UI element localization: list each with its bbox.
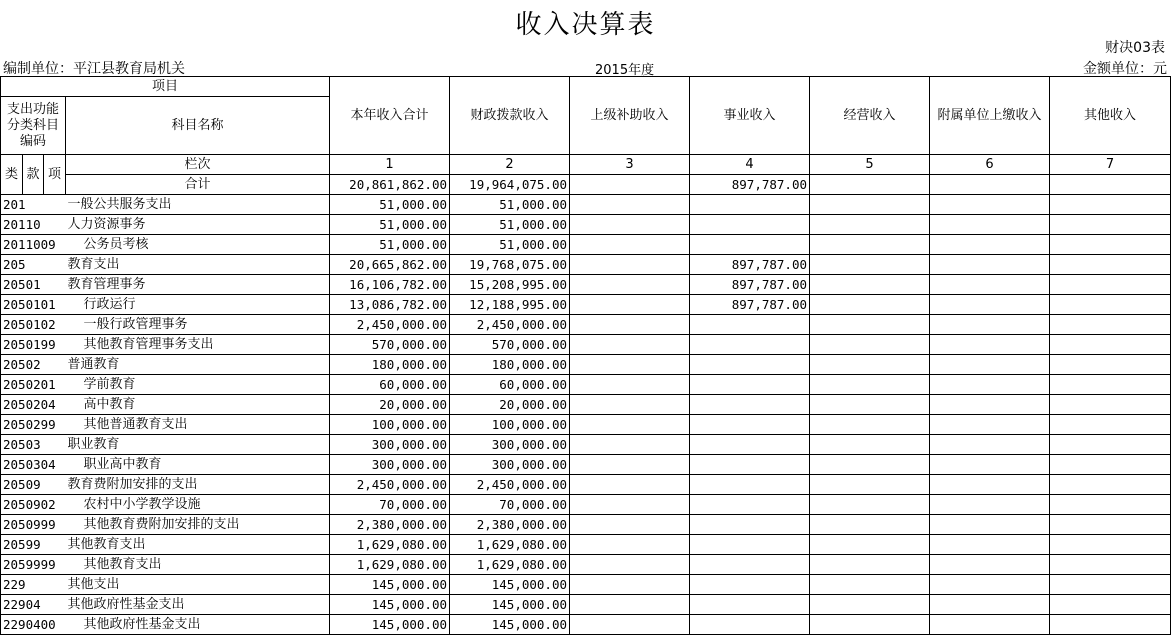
amount-cell: 145,000.00 (330, 615, 450, 635)
total-value (810, 175, 930, 195)
header-col-1: 本年收入合计 (330, 77, 450, 155)
amount-cell (1050, 435, 1171, 455)
table-row (1, 495, 1171, 515)
amount-cell: 2,450,000.00 (450, 315, 570, 335)
amount-cell (1050, 195, 1171, 215)
amount-cell (930, 575, 1050, 595)
amount-cell (570, 355, 690, 375)
table-row (1, 335, 1171, 355)
amount-cell (930, 375, 1050, 395)
amount-cell: 145,000.00 (450, 575, 570, 595)
amount-cell (1050, 335, 1171, 355)
amount-cell (930, 335, 1050, 355)
table-row (1, 355, 1171, 375)
header-col-5: 经营收入 (810, 77, 930, 155)
subject-name: 学前教育 (66, 375, 330, 395)
amount-cell: 100,000.00 (330, 415, 450, 435)
amount-cell (930, 495, 1050, 515)
amount-cell (570, 375, 690, 395)
amount-cell (930, 315, 1050, 335)
amount-cell: 51,000.00 (450, 235, 570, 255)
compiling-unit: 编制单位：平江县教育局机关 (3, 61, 185, 77)
total-value: 897,787.00 (690, 175, 810, 195)
amount-cell (570, 435, 690, 455)
amount-cell: 19,768,075.00 (450, 255, 570, 275)
amount-cell (930, 195, 1050, 215)
amount-cell (930, 235, 1050, 255)
amount-cell (570, 335, 690, 355)
amount-cell (1050, 355, 1171, 375)
report-title: 收入决算表 (515, 10, 656, 40)
subject-name: 一般公共服务支出 (66, 195, 330, 215)
total-value: 20,861,862.00 (330, 175, 450, 195)
amount-cell (570, 315, 690, 335)
amount-cell (690, 455, 810, 475)
amount-cell (1050, 275, 1171, 295)
amount-cell: 300,000.00 (330, 435, 450, 455)
amount-cell (810, 315, 930, 335)
amount-cell (570, 595, 690, 615)
subject-name: 公务员考核 (66, 235, 330, 255)
table-row (1, 395, 1171, 415)
subject-code: 20501 (1, 275, 66, 295)
amount-cell: 570,000.00 (450, 335, 570, 355)
amount-cell: 897,787.00 (690, 275, 810, 295)
amount-cell (930, 435, 1050, 455)
subject-name: 教育费附加安排的支出 (66, 475, 330, 495)
amount-cell (1050, 495, 1171, 515)
amount-cell (570, 235, 690, 255)
amount-cell (1050, 375, 1171, 395)
amount-cell: 897,787.00 (690, 255, 810, 275)
amount-cell (690, 335, 810, 355)
subject-code: 22904 (1, 595, 66, 615)
column-no-7: 7 (1050, 155, 1171, 175)
amount-cell (570, 215, 690, 235)
amount-cell: 180,000.00 (450, 355, 570, 375)
subject-code: 229 (1, 575, 66, 595)
amount-cell: 145,000.00 (450, 595, 570, 615)
subject-code: 2011009 (1, 235, 66, 255)
table-row (1, 195, 1171, 215)
header-name: 科目名称 (66, 97, 330, 155)
subject-code: 20110 (1, 215, 66, 235)
header-code: 支出功能分类科目编码 (1, 97, 66, 155)
subject-code: 20599 (1, 535, 66, 555)
amount-cell: 897,787.00 (690, 295, 810, 315)
amount-cell: 300,000.00 (450, 435, 570, 455)
amount-cell: 2,450,000.00 (330, 315, 450, 335)
amount-cell (690, 355, 810, 375)
amount-cell (930, 455, 1050, 475)
subject-code: 201 (1, 195, 66, 215)
amount-cell: 51,000.00 (330, 195, 450, 215)
amount-cell: 2,380,000.00 (330, 515, 450, 535)
table-row (1, 535, 1171, 555)
amount-cell: 20,000.00 (330, 395, 450, 415)
total-value: 19,964,075.00 (450, 175, 570, 195)
fiscal-year: 2015年度 (595, 63, 655, 78)
amount-cell: 16,106,782.00 (330, 275, 450, 295)
amount-cell (570, 295, 690, 315)
amount-cell (1050, 295, 1171, 315)
subject-name: 其他政府性基金支出 (66, 595, 330, 615)
amount-cell (570, 195, 690, 215)
table-row (1, 615, 1171, 635)
header-column-label: 栏次 (66, 155, 330, 175)
amount-cell: 60,000.00 (330, 375, 450, 395)
subject-name: 其他政府性基金支出 (66, 615, 330, 635)
header-lei: 类 (1, 155, 23, 195)
subject-name: 其他教育支出 (66, 535, 330, 555)
amount-cell (930, 615, 1050, 635)
amount-cell: 100,000.00 (450, 415, 570, 435)
amount-cell (570, 575, 690, 595)
amount-cell (1050, 255, 1171, 275)
subject-code: 2050102 (1, 315, 66, 335)
amount-cell (810, 495, 930, 515)
table-row (1, 595, 1171, 615)
amount-cell (570, 395, 690, 415)
subject-code: 2059999 (1, 555, 66, 575)
total-label: 合计 (66, 175, 330, 195)
amount-cell: 20,000.00 (450, 395, 570, 415)
subject-name: 农村中小学教学设施 (66, 495, 330, 515)
amount-cell (930, 255, 1050, 275)
amount-cell (570, 455, 690, 475)
subject-code: 20502 (1, 355, 66, 375)
amount-cell (810, 375, 930, 395)
amount-cell (810, 615, 930, 635)
amount-cell: 60,000.00 (450, 375, 570, 395)
amount-cell (570, 555, 690, 575)
amount-cell (570, 515, 690, 535)
income-table (0, 76, 1171, 635)
amount-cell (930, 215, 1050, 235)
amount-cell (690, 535, 810, 555)
amount-cell (810, 295, 930, 315)
amount-cell: 145,000.00 (330, 595, 450, 615)
header-col-2: 财政拨款收入 (450, 77, 570, 155)
amount-cell (1050, 395, 1171, 415)
amount-cell: 1,629,080.00 (330, 555, 450, 575)
header-col-4: 事业收入 (690, 77, 810, 155)
amount-cell: 51,000.00 (450, 215, 570, 235)
amount-unit: 金额单位：元 (1083, 61, 1167, 77)
amount-cell (930, 415, 1050, 435)
amount-cell (810, 195, 930, 215)
amount-cell (930, 595, 1050, 615)
amount-cell (1050, 455, 1171, 475)
amount-cell (690, 395, 810, 415)
amount-cell: 13,086,782.00 (330, 295, 450, 315)
amount-cell: 570,000.00 (330, 335, 450, 355)
amount-cell (810, 595, 930, 615)
amount-cell (690, 475, 810, 495)
table-row (1, 475, 1171, 495)
amount-cell: 51,000.00 (450, 195, 570, 215)
subject-name: 普通教育 (66, 355, 330, 375)
subject-name: 教育管理事务 (66, 275, 330, 295)
amount-cell (690, 555, 810, 575)
table-row (1, 315, 1171, 335)
amount-cell: 15,208,995.00 (450, 275, 570, 295)
amount-cell (810, 455, 930, 475)
amount-cell: 12,188,995.00 (450, 295, 570, 315)
table-row (1, 235, 1171, 255)
subject-code: 205 (1, 255, 66, 275)
amount-cell (690, 435, 810, 455)
amount-cell (1050, 315, 1171, 335)
amount-cell (810, 355, 930, 375)
header-kuan: 款 (23, 155, 44, 195)
amount-cell (810, 255, 930, 275)
form-number: 财决03表 (1105, 40, 1165, 56)
subject-code: 2050201 (1, 375, 66, 395)
amount-cell (930, 515, 1050, 535)
total-row (1, 175, 1171, 195)
subject-code: 2050101 (1, 295, 66, 315)
column-no-1: 1 (330, 155, 450, 175)
subject-code: 20503 (1, 435, 66, 455)
column-no-6: 6 (930, 155, 1050, 175)
amount-cell: 2,380,000.00 (450, 515, 570, 535)
subject-name: 一般行政管理事务 (66, 315, 330, 335)
amount-cell (570, 495, 690, 515)
subject-code: 2050902 (1, 495, 66, 515)
subject-name: 高中教育 (66, 395, 330, 415)
amount-cell (570, 535, 690, 555)
amount-cell (930, 275, 1050, 295)
amount-cell (1050, 535, 1171, 555)
table-row (1, 415, 1171, 435)
amount-cell: 70,000.00 (450, 495, 570, 515)
amount-cell: 70,000.00 (330, 495, 450, 515)
header-col-6: 附属单位上缴收入 (930, 77, 1050, 155)
header-xiang: 项 (44, 155, 66, 195)
total-value (570, 175, 690, 195)
amount-cell (690, 595, 810, 615)
meta-row (0, 58, 1171, 76)
amount-cell (690, 575, 810, 595)
amount-cell: 20,665,862.00 (330, 255, 450, 275)
table-row (1, 515, 1171, 535)
subject-code: 2290400 (1, 615, 66, 635)
amount-cell (570, 415, 690, 435)
amount-cell (930, 355, 1050, 375)
amount-cell (930, 535, 1050, 555)
table-row (1, 275, 1171, 295)
table-row (1, 215, 1171, 235)
amount-cell (930, 395, 1050, 415)
subject-name: 其他普通教育支出 (66, 415, 330, 435)
amount-cell (690, 215, 810, 235)
subject-name: 教育支出 (66, 255, 330, 275)
table-row (1, 435, 1171, 455)
column-no-4: 4 (690, 155, 810, 175)
subject-name: 其他支出 (66, 575, 330, 595)
subject-code: 2050304 (1, 455, 66, 475)
amount-cell (810, 535, 930, 555)
amount-cell (810, 415, 930, 435)
amount-cell (810, 575, 930, 595)
amount-cell (1050, 515, 1171, 535)
column-no-5: 5 (810, 155, 930, 175)
amount-cell: 145,000.00 (450, 615, 570, 635)
subject-code: 2050204 (1, 395, 66, 415)
amount-cell (690, 235, 810, 255)
amount-cell: 1,629,080.00 (450, 535, 570, 555)
amount-cell (810, 555, 930, 575)
subject-name: 行政运行 (66, 295, 330, 315)
amount-cell (810, 235, 930, 255)
amount-cell (690, 315, 810, 335)
amount-cell (930, 295, 1050, 315)
amount-cell (930, 555, 1050, 575)
amount-cell (810, 475, 930, 495)
amount-cell (1050, 215, 1171, 235)
amount-cell: 51,000.00 (330, 235, 450, 255)
table-row (1, 375, 1171, 395)
subject-name: 其他教育管理事务支出 (66, 335, 330, 355)
subject-name: 其他教育支出 (66, 555, 330, 575)
amount-cell (690, 615, 810, 635)
column-no-3: 3 (570, 155, 690, 175)
amount-cell: 300,000.00 (330, 455, 450, 475)
subject-code: 2050999 (1, 515, 66, 535)
amount-cell (690, 415, 810, 435)
subject-code: 20509 (1, 475, 66, 495)
header-item: 项目 (1, 77, 330, 97)
amount-cell: 180,000.00 (330, 355, 450, 375)
total-value (930, 175, 1050, 195)
amount-cell (810, 395, 930, 415)
amount-cell: 300,000.00 (450, 455, 570, 475)
amount-cell (690, 495, 810, 515)
amount-cell (690, 515, 810, 535)
amount-cell (570, 475, 690, 495)
subject-name: 人力资源事务 (66, 215, 330, 235)
amount-cell (1050, 235, 1171, 255)
amount-cell (1050, 555, 1171, 575)
amount-cell (570, 275, 690, 295)
total-value (1050, 175, 1171, 195)
amount-cell (1050, 595, 1171, 615)
amount-cell: 1,629,080.00 (330, 535, 450, 555)
table-row (1, 255, 1171, 275)
amount-cell (1050, 575, 1171, 595)
subject-code: 2050199 (1, 335, 66, 355)
amount-cell (810, 335, 930, 355)
amount-cell (810, 215, 930, 235)
table-row (1, 295, 1171, 315)
amount-cell: 2,450,000.00 (330, 475, 450, 495)
subject-name: 职业教育 (66, 435, 330, 455)
amount-cell (690, 375, 810, 395)
table-row (1, 455, 1171, 475)
subject-name: 职业高中教育 (66, 455, 330, 475)
header-col-7: 其他收入 (1050, 77, 1171, 155)
amount-cell (690, 195, 810, 215)
table-row (1, 555, 1171, 575)
subject-code: 2050299 (1, 415, 66, 435)
amount-cell (930, 475, 1050, 495)
amount-cell (1050, 415, 1171, 435)
amount-cell: 2,450,000.00 (450, 475, 570, 495)
column-no-2: 2 (450, 155, 570, 175)
table-row (1, 575, 1171, 595)
header-col-3: 上级补助收入 (570, 77, 690, 155)
amount-cell (810, 275, 930, 295)
amount-cell: 1,629,080.00 (450, 555, 570, 575)
amount-cell (570, 255, 690, 275)
amount-cell (810, 515, 930, 535)
amount-cell (1050, 475, 1171, 495)
amount-cell (1050, 615, 1171, 635)
amount-cell (570, 615, 690, 635)
subject-name: 其他教育费附加安排的支出 (66, 515, 330, 535)
amount-cell: 145,000.00 (330, 575, 450, 595)
amount-cell (810, 435, 930, 455)
amount-cell: 51,000.00 (330, 215, 450, 235)
